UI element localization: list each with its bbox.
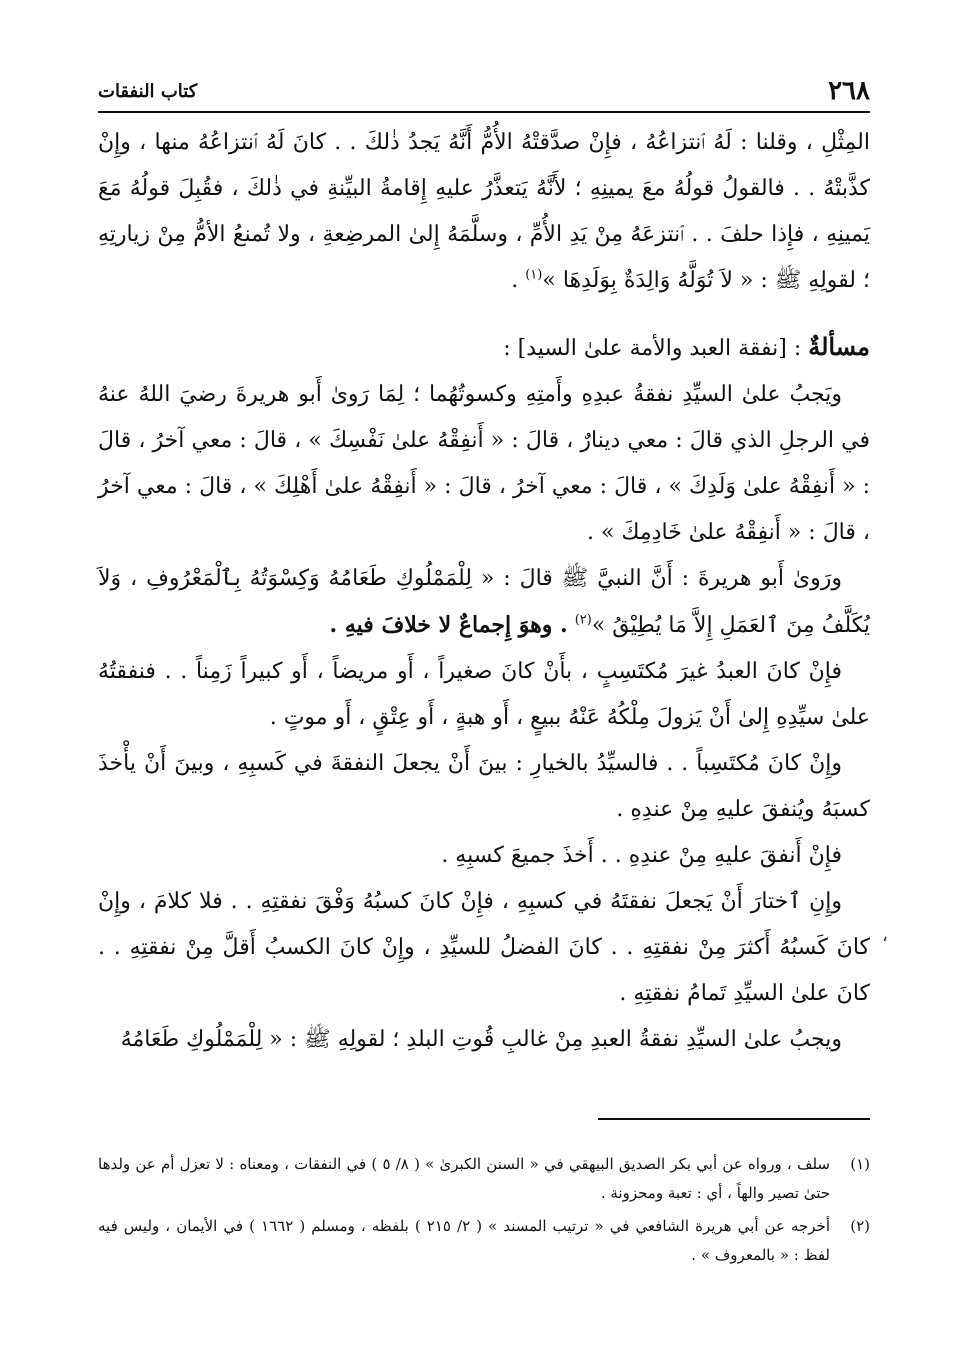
paragraph-3 — [98, 556, 870, 649]
paragraph-1: المِثْلِ ، وقلنا : لَهُ ٱنتزاعُهُ ، فإِنْ صدَّقتْهُ الأُمُّ أَنَّهُ يَجدُ ذٰلكَ . . كانَ لَهُ ٱنتزاعُهُ منها ، وإِنْ كذَّبتْهُ . . فالقولُ قولُهُ معَ يمينِهِ ؛ لأَنَّهُ يَتعذَّرُ عليهِ إِقامةُ البيِّنةِ في ذٰلكَ ، فقُبِلَ قولُهُ مَعَ يَمينِهِ ، فإِذا حلفَ . . ٱنتزعَهُ مِنْ يَدِ الأُمِّ ، وسلَّمَهُ إِلىٰ المرضِعةِ ، ولا تُمنعُ الأمُّ مِنْ زيارتِهِ ؛ لقولِهِ ﷺ : « لاَ تُوَلَّهُ وَالِدَةٌ بِوَلَدِهَا »$^{(١)}$ . — [98, 130, 870, 293]
footnote-divider — [598, 1118, 870, 1120]
running-title: كتاب النفقات — [98, 81, 198, 102]
header-divider — [98, 111, 870, 113]
footnote-2 — [98, 1212, 870, 1270]
paragraph-8: ويجبُ علىٰ السيِّدِ نفقةُ العبدِ مِنْ غالبِ قُوتِ البلدِ ؛ لقولِهِ ﷺ : « لِلْمَمْلُوكِ طَعَامُهُ — [120, 1027, 842, 1052]
section-heading — [98, 324, 870, 372]
paragraph-5: وإِنْ كانَ مُكتَسِباً . . فالسيِّدُ بالخيارِ : بينَ أَنْ يجعلَ النفقةَ في كَسبِهِ ، وبينَ أَنْ يأْخذَ كسبَهُ ويُنفقَ عليهِ مِنْ عندِهِ . — [98, 751, 870, 822]
consensus-statement: . وهوَ إِجماعٌ لا خلافَ فيهِ . — [329, 612, 568, 638]
margin-mark: ، — [882, 925, 888, 946]
footnote-ref-2: (٢) — [574, 612, 592, 628]
paragraph-3-text: ورَوىٰ أَبو هريرةَ : أَنَّ النبيَّ ﷺ قالَ : « لِلْمَمْلُوكِ طَعَامُهُ وَكِسْوَتُهُ بِٱلْمَعْرُوفِ ، وَلاَ يُكَلَّفُ مِنَ ٱلعَمَلِ إِلاَّ مَا يُطِيْقُ » — [98, 566, 870, 638]
paragraph-6: فإِنْ أَنفقَ عليهِ مِنْ عندِهِ . . أَخذَ جميعَ كسبِهِ . — [441, 843, 842, 868]
footnote-text: أخرجه عن أبي هريرة الشافعي في « ترتيب المسند » ( ٢/ ٢١٥ ) بلفظه ، ومسلم ( ١٦٦٢ ) في الأيمان ، وليس فيه لفظ : « بالمعروف » . — [98, 1217, 830, 1264]
section-title: : [نفقة العبد والأمة علىٰ السيد] : — [503, 336, 802, 361]
paragraph-2: ويَجبُ علىٰ السيِّدِ نفقةُ عبدِهِ وأَمتِهِ وكسوتُهُما ؛ لِمَا رَوىٰ أَبو هريرةَ رضيَ اللهُ عنهُ في الرجلِ الذي قالَ : معي دينارٌ ، قالَ : « أَنفِقْهُ علىٰ نَفْسِكَ » ، قالَ : معي آخرُ ، قالَ : « أَنفِقْهُ علىٰ وَلَدِكَ » ، قالَ : معي آخرُ ، قالَ : « أَنفِقْهُ علىٰ أَهْلِكَ » ، قالَ : معي آخرُ ، قالَ : « أَنفِقْهُ علىٰ خَادِمِكَ » . — [98, 382, 870, 545]
footnote-1 — [98, 1150, 870, 1208]
footnote-text: سلف ، ورواه عن أبي بكر الصديق البيهقي في « السنن الكبرىٰ » ( ٨/ ٥ ) في النفقات ، ومعناه : لا تعزل أم عن ولدها حتىٰ تصير والهاً ، أي : تعبة ومحزونة . — [98, 1155, 831, 1202]
footnotes — [98, 1150, 870, 1274]
paragraph-7: وإِنِ ٱختارَ أَنْ يَجعلَ نفقتَهُ في كسبِهِ ، فإِنْ كانَ كسبُهُ وَفْقَ نفقتِهِ . . فلا كلامَ ، وإِنْ كانَ كَسبُهُ أَكثرَ مِنْ نفقتِهِ . . كانَ الفضلُ للسيِّدِ ، وإِنْ كانَ الكسبُ أَقلَّ مِنْ نفقتِهِ . . كانَ علىٰ السيِّدِ تَمامُ نفقتِهِ . — [98, 889, 870, 1006]
main-text — [98, 120, 870, 1063]
masala-label: مسألةٌ — [808, 332, 870, 361]
footnote-ref-1: (١) — [525, 267, 543, 283]
footnote-number: (١) — [850, 1155, 870, 1173]
page-number: ٢٦٨ — [828, 76, 870, 106]
page-header — [98, 76, 870, 106]
paragraph-1-text: المِثْلِ ، وقلنا : لَهُ ٱنتزاعُهُ ، فإِنْ صدَّقتْهُ الأُمُّ أَنَّهُ يَجدُ ذٰلكَ . . كانَ لَهُ ٱنتزاعُهُ منها ، وإِنْ كذَّبتْهُ . . فالقولُ قولُهُ معَ يمينِهِ ؛ لأَنَّهُ يَتعذَّرُ عليهِ إِقامةُ البيِّنةِ في ذٰلكَ ، فقُبِلَ قولُهُ مَعَ يَمينِهِ ، فإِذا حلفَ . . ٱنتزعَهُ مِنْ يَدِ الأُمِّ ، وسلَّمَهُ إِلىٰ المرضِعةِ ، ولا تُمنعُ الأمُّ مِنْ زيارتِهِ ؛ لقولِهِ ﷺ : « لاَ تُوَلَّهُ وَالِدَةٌ بِوَلَدِهَا » — [98, 130, 870, 293]
footnote-number: (٢) — [850, 1217, 870, 1235]
paragraph-4: فإِنْ كانَ العبدُ غيرَ مُكتَسِبٍ ، بأَنْ كانَ صغيراً ، أَو مريضاً ، أَو كبيراً زَمِناً . . فنفقتُهُ علىٰ سيِّدِهِ إِلىٰ أَنْ يَزولَ مِلْكُهُ عَنْهُ ببيعٍ ، أَو هبةٍ ، أَو عِتْقٍ ، أَو موتٍ . — [98, 659, 870, 730]
